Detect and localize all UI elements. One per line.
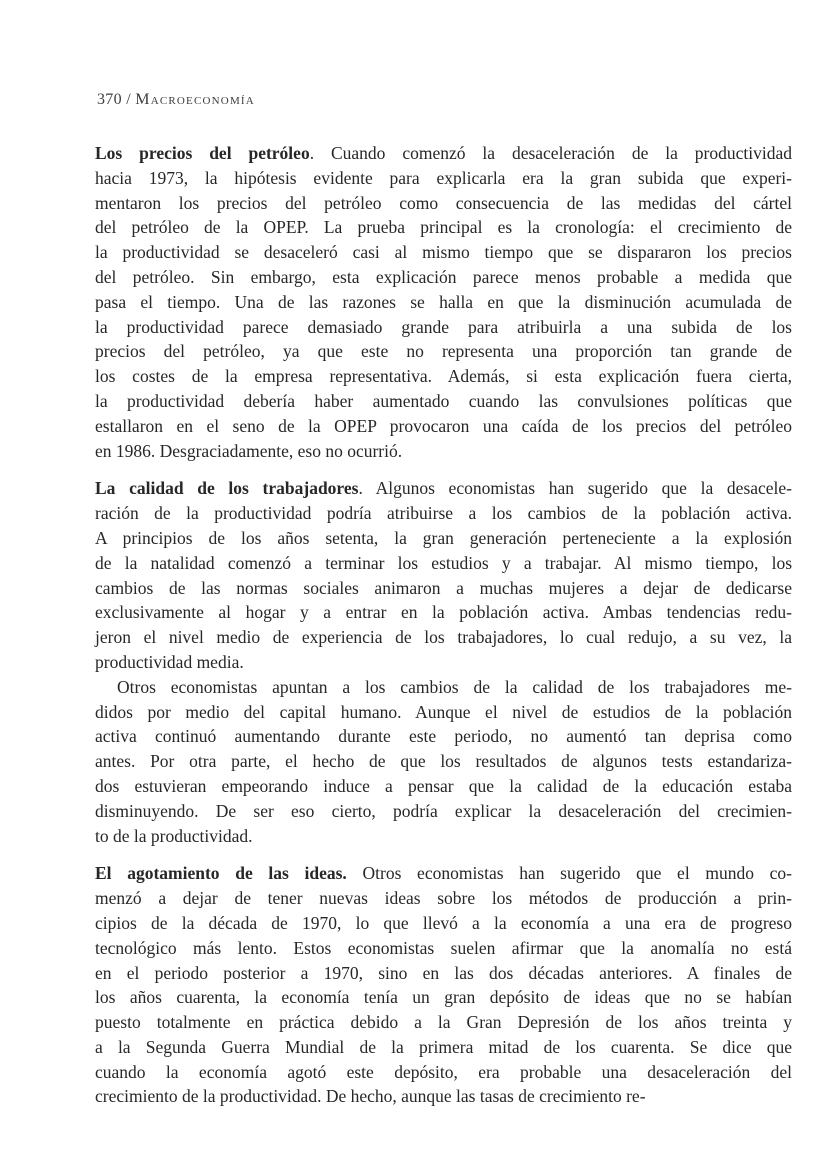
text-line: cambios de las normas sociales animaron a muchas mujeres a dejar de dedicarse bbox=[95, 577, 792, 598]
book-title: Macroeconomía bbox=[135, 91, 255, 108]
text-line: menzó a dejar de tener nuevas ideas sobre los métodos de producción a prin- bbox=[95, 888, 792, 909]
text-line: estallaron en el seno de la OPEP provocaron una caída de los precios del petróleo bbox=[95, 415, 792, 436]
text-line: de la natalidad comenzó a terminar los estudios y a trabajar. Al mismo tiempo, los bbox=[95, 552, 792, 573]
text-line: a la Segunda Guerra Mundial de la primera mitad de los cuarenta. Se dice que bbox=[95, 1036, 792, 1057]
text-line: cuando la economía agotó este depósito, era probable una desaceleración del bbox=[95, 1061, 792, 1082]
text-line: antes. Por otra parte, el hecho de que los resultados de algunos tests estandariza- bbox=[95, 751, 792, 772]
text-line: cipios de la década de 1970, lo que llevó a la economía a una era de progreso bbox=[95, 912, 792, 933]
paragraph bbox=[95, 141, 792, 463]
paragraph-lead: Los precios del petróleo bbox=[95, 143, 310, 163]
text-line: del petróleo de la OPEP. La prueba principal es la cronología: el crecimiento de bbox=[95, 217, 792, 238]
text-line: productividad media. bbox=[95, 651, 244, 672]
paragraph bbox=[95, 476, 792, 674]
text-line: ración de la productividad podría atribuirse a los cambios de la población activa. bbox=[95, 503, 792, 524]
text-line: tecnológico más lento. Estos economistas suelen afirmar que la anomalía no está bbox=[95, 937, 792, 958]
text-line: dos estuvieran empeorando induce a pensar que la calidad de la educación estaba bbox=[95, 775, 792, 796]
text-line: didos por medio del capital humano. Aunque el nivel de estudios de la población bbox=[95, 701, 792, 722]
text-line: La calidad de los trabajadores. Algunos economistas han sugerido que la desacele- bbox=[95, 478, 793, 499]
text-line: precios del petróleo, ya que este no representa una proporción tan grande de bbox=[95, 341, 792, 362]
page-body bbox=[95, 141, 792, 1109]
text-line: disminuyendo. De ser eso cierto, podría explicar la desaceleración del crecimien- bbox=[95, 800, 792, 821]
text-line: crecimiento de la productividad. De hecho, aunque las tasas de crecimiento re- bbox=[95, 1086, 646, 1107]
text-line: la productividad parece demasiado grande para atribuirla a una subida de los bbox=[95, 316, 792, 337]
paragraph-lead: La calidad de los trabajadores bbox=[95, 478, 359, 499]
text-line: mentaron los precios del petróleo como consecuencia de las medidas del cártel bbox=[95, 192, 792, 213]
text-line: El agotamiento de las ideas. Otros economistas han sugerido que el mundo co- bbox=[95, 863, 792, 884]
paragraph bbox=[95, 675, 792, 849]
text-line: exclusivamente al hogar y a entrar en la población activa. Ambas tendencias redu- bbox=[95, 602, 792, 623]
text-line: Los precios del petróleo. Cuando comenzó la desaceleración de la productividad bbox=[95, 143, 793, 163]
text-line: puesto totalmente en práctica debido a la Gran Depresión de los años treinta y bbox=[95, 1012, 792, 1033]
text-line: to de la productividad. bbox=[95, 825, 253, 846]
running-header bbox=[97, 91, 255, 109]
text-line: A principios de los años setenta, la gran generación perteneciente a la explosión bbox=[95, 527, 792, 548]
text-line: Otros economistas apuntan a los cambios de la calidad de los trabajadores me- bbox=[117, 676, 792, 697]
paragraph-lead: El agotamiento de las ideas. bbox=[95, 863, 347, 884]
text-line: jeron el nivel medio de experiencia de los trabajadores, lo cual redujo, a su vez, la bbox=[95, 627, 792, 648]
paragraph bbox=[95, 861, 792, 1109]
text-line: los costes de la empresa representativa. Además, si esta explicación fuera cierta, bbox=[95, 366, 792, 387]
text-line: pasa el tiempo. Una de las razones se halla en que la disminución acumulada de bbox=[95, 291, 792, 312]
text-line: del petróleo. Sin embargo, esta explicación parece menos probable a medida que bbox=[95, 266, 792, 287]
header-separator: / bbox=[121, 91, 136, 108]
text-line: hacia 1973, la hipótesis evidente para explicarla era la gran subida que experi- bbox=[95, 167, 792, 188]
text-line: en 1986. Desgraciadamente, eso no ocurrió. bbox=[95, 440, 403, 461]
page-number: 370 bbox=[97, 91, 122, 108]
text-line: la productividad se desaceleró casi al mismo tiempo que se dispararon los precios bbox=[95, 242, 792, 263]
text-line: en el periodo posterior a 1970, sino en las dos décadas anteriores. A finales de bbox=[95, 962, 792, 983]
text-line: la productividad debería haber aumentado cuando las convulsiones políticas que bbox=[95, 390, 792, 411]
text-line: activa continuó aumentando durante este periodo, no aumentó tan deprisa como bbox=[95, 726, 792, 747]
text-line: los años cuarenta, la economía tenía un gran depósito de ideas que no se habían bbox=[95, 987, 792, 1008]
